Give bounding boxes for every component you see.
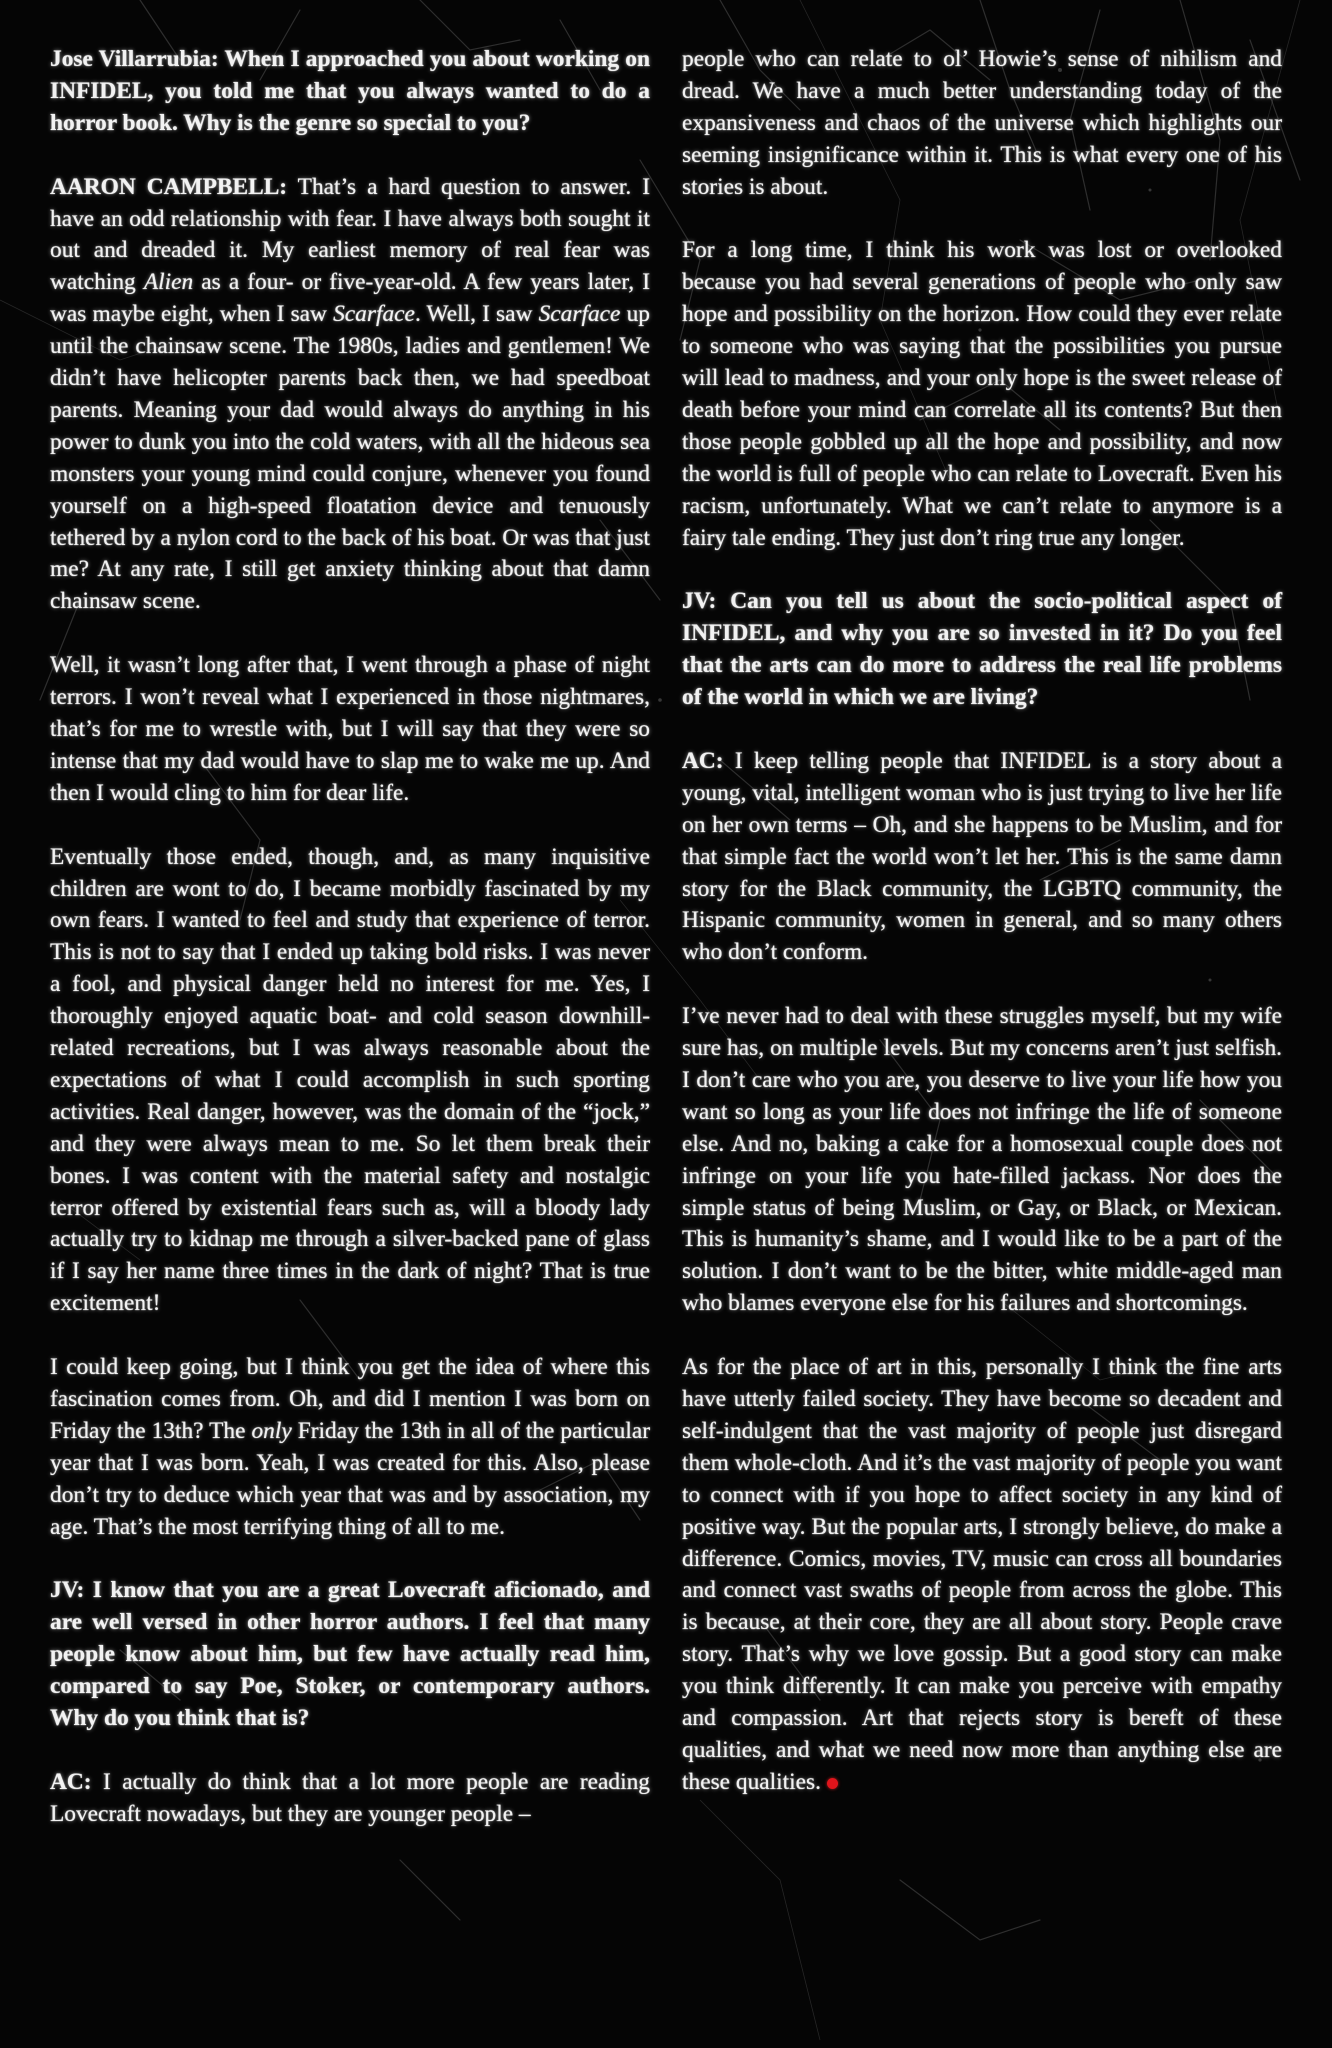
- film-title-scarface-2: Scarface: [538, 301, 621, 328]
- friday-text-b: Friday the 13th in all of the particular year that I was born. Yeah, I was created for this. Also, please don’t try to deduce which year that was and by association, my age. That’s the most terrifying thing of all to me.: [50, 1417, 650, 1540]
- answer-2-text: I actually do think that a lot more people are reading Lovecraft nowadays, but they are younger people –: [50, 1768, 650, 1827]
- answer-1-text-b: as a four- or five-year-old. A few years later, I was maybe eight, when I saw: [50, 269, 650, 328]
- left-column: [50, 44, 650, 2024]
- answer-1: [50, 172, 650, 619]
- question-1: Jose Villarrubia: When I approached you about working on INFIDEL, you told me that you always wanted to do a horror book. Why is the genre so special to you?: [50, 46, 650, 136]
- film-title-alien: Alien: [143, 269, 194, 296]
- speaker-label: AARON CAMPBELL:: [50, 173, 288, 200]
- paragraph-struggles: I’ve never had to deal with these struggles myself, but my wife sure has, on multiple levels. But my concerns aren’t just selfish. I don’t care who you are, you deserve to live your life how you want so long as your life does not infringe the life of someone else. And no, baking a cake for a homosexual couple does not infringe on your life you hate-filled jackass. Nor does the simple status of being Muslim, or Gay, or Black, or Mexican. This is humanity’s shame, and I would like to be a part of the solution. I don’t want to be the bitter, white middle-aged man who blames everyone else for his failures and shortcomings.: [682, 1003, 1282, 1317]
- paragraph-art: [682, 1352, 1282, 1799]
- end-mark-icon: [827, 1778, 838, 1789]
- paragraph-fascination: Eventually those ended, though, and, as many inquisitive children are wont to do, I became morbidly fascinated by my own fears. I wanted to feel and study that experience of terror. This is not to say that I ended up taking bold risks. I was never a fool, and physical danger held no interest for me. Yes, I thoroughly enjoyed aquatic boat- and cold season downhill-related recreations, but I was always reasonable about the expectations of what I could accomplish in such sporting activities. Real danger, however, was the domain of the “jock,” and they were always mean to me. So let them break their bones. I was content with the material safety and nostalgic terror offered by existential fears such as, will a bloody lady actually try to kidnap me through a silver-backed pane of glass if I say her name three times in the dark of night? That is true excitement!: [50, 843, 650, 1317]
- paragraph-overlooked: For a long time, I think his work was lost or overlooked because you had several generations of people who only saw hope and possibility on the horizon. How could they ever relate to someone who was saying that the possibilities you pursue will lead to madness, and your only hope is the sweet release of death before your mind can correlate all its contents? But then those people gobbled up all the hope and possibility, and now the world is full of people who can relate to Lovecraft. Even his racism, unfortunately. What we can’t relate to anymore is a fairy tale ending. They just don’t ring true any longer.: [682, 237, 1282, 551]
- friday-text-a: I could keep going, but I think you get the idea of where this fascination comes from. Oh, and did I mention I was born on Friday the 13th? The: [50, 1354, 650, 1444]
- interview-page: [50, 44, 1282, 2024]
- answer-1-text-c: . Well, I saw: [414, 301, 539, 328]
- paragraph-lovecraft-continued: people who can relate to ol’ Howie’s sense of nihilism and dread. We have a much better understanding today of the expansiveness and chaos of the universe which highlights our seeming insignificance within it. This is what every one of his stories is about.: [682, 46, 1282, 200]
- question-2: JV: I know that you are a great Lovecraft aficionado, and are well versed in other horror authors. I feel that many people know about him, but few have actually read him, compared to say Poe, Stoker, or contemporary authors. Why do you think that is?: [50, 1577, 650, 1732]
- question-3: JV: Can you tell us about the socio-political aspect of INFIDEL, and why you are so invested in it? Do you feel that the arts can do more to address the real life problems of the world in which we are living?: [682, 588, 1282, 711]
- answer-1-text-d: up until the chainsaw scene. The 1980s, ladies and gentlemen! We didn’t have helicopter parents back then, we had speedboat parents. Meaning your dad would always do anything in his power to dunk you into the cold waters, with all the hideous sea monsters your young mind could conjure, whenever you found yourself on a high-speed floatation device and tenuously tethered by a nylon cord to the back of his boat. Or was that just me? At any rate, I still get anxiety thinking about that damn chainsaw scene.: [50, 301, 650, 615]
- answer-3-text: I keep telling people that INFIDEL is a story about a young, vital, intelligent woman who is just trying to live her life on her own terms – Oh, and she happens to be Muslim, and for that simple fact the world won’t let her. This is the same damn story for the Black community, the LGBTQ community, the Hispanic community, women in general, and so many others who don’t conform.: [682, 747, 1282, 966]
- answer-2: [50, 1767, 650, 1831]
- emphasis-only: only: [251, 1417, 292, 1444]
- paragraph-night-terrors: Well, it wasn’t long after that, I went through a phase of night terrors. I won’t reveal what I experienced in those nightmares, that’s for me to wrestle with, but I will say that they were so intense that my dad would have to slap me to wake me up. And then I would cling to him for dear life.: [50, 652, 650, 806]
- answer-3: [682, 746, 1282, 969]
- film-title-scarface: Scarface: [333, 301, 415, 328]
- speaker-label: AC:: [682, 747, 724, 774]
- paragraph-friday-13th: [50, 1352, 650, 1543]
- answer-1-text-a: That’s a hard question to answer. I have an odd relationship with fear. I have always both sought it out and dreaded it. My earliest memory of real fear was watching: [50, 173, 650, 296]
- art-text: As for the place of art in this, personally I think the fine arts have utterly failed society. They have become so decadent and self-indulgent that the vast majority of people just disregard them whole-cloth. And it’s the vast majority of people you want to connect with if you hope to affect society in any kind of positive way. But the popular arts, I strongly believe, do make a difference. Comics, movies, TV, music can cross all boundaries and connect vast swaths of people from across the globe. This is because, at their core, they are all about story. People crave story. That’s why we love gossip. But a good story can make you think differently. It can make you perceive with empathy and compassion. Art that rejects story is bereft of these qualities, and what we need now more than anything else are these qualities.: [682, 1354, 1282, 1795]
- right-column: [682, 44, 1282, 2024]
- speaker-label: AC:: [50, 1768, 92, 1795]
